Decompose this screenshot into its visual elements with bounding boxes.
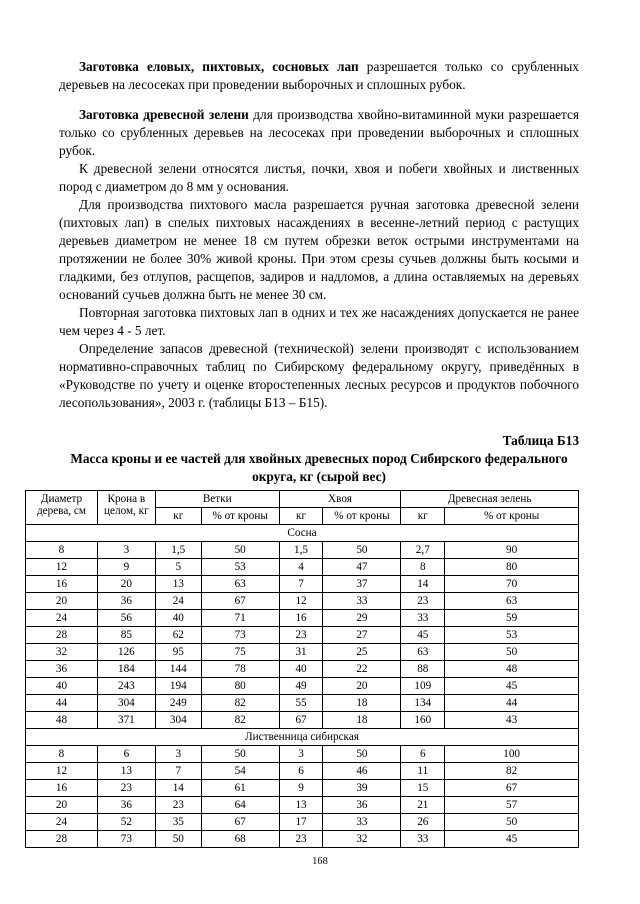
table-cell: 63: [401, 644, 445, 661]
table-row: [26, 627, 579, 644]
table-row: [26, 695, 579, 712]
table-cell: 23: [155, 797, 201, 814]
table-cell: 7: [155, 763, 201, 780]
header-crown: Крона в целом, кг: [97, 491, 155, 525]
table-cell: 71: [201, 610, 279, 627]
table-cell: 45: [401, 627, 445, 644]
table-cell: 134: [401, 695, 445, 712]
table-cell: 13: [97, 763, 155, 780]
table-cell: 33: [401, 831, 445, 848]
header-needles: Хвоя: [279, 491, 401, 508]
table-cell: 249: [155, 695, 201, 712]
section-title: Лиственница сибирская: [26, 729, 579, 746]
paragraph-1: [59, 58, 579, 94]
paragraph-1-bold: Заготовка еловых, пихтовых, сосновых лап: [79, 59, 359, 74]
table-cell: 64: [201, 797, 279, 814]
table-cell: 36: [97, 797, 155, 814]
table-cell: 50: [201, 746, 279, 763]
table-cell: 23: [401, 593, 445, 610]
table-cell: 16: [26, 780, 98, 797]
table-cell: 24: [155, 593, 201, 610]
table-cell: 31: [279, 644, 323, 661]
table-cell: 1,5: [155, 542, 201, 559]
table-cell: 160: [401, 712, 445, 729]
table-cell: 20: [97, 576, 155, 593]
table-cell: 23: [279, 831, 323, 848]
table-cell: 24: [26, 814, 98, 831]
table-row: [26, 576, 579, 593]
table-cell: 304: [97, 695, 155, 712]
table-cell: 44: [26, 695, 98, 712]
table-cell: 109: [401, 678, 445, 695]
table-cell: 27: [323, 627, 401, 644]
table-cell: 23: [279, 627, 323, 644]
paragraph-6: Определение запасов древесной (технической) зелени производят с использованием нормативно-справочных таблиц по Сибирскому федеральному округу, приведённых в «Руководстве по учету и оценке второстепенных лесных ресурсов и продуктов побочного лесопользования», 2003 г. (таблицы Б13 – Б15).: [59, 341, 579, 410]
table-cell: 50: [155, 831, 201, 848]
table-cell: 304: [155, 712, 201, 729]
table-cell: 29: [323, 610, 401, 627]
table-cell: 50: [445, 814, 579, 831]
table-cell: 26: [401, 814, 445, 831]
table-cell: 13: [279, 797, 323, 814]
table-cell: 82: [201, 695, 279, 712]
table-cell: 184: [97, 661, 155, 678]
table-row: [26, 610, 579, 627]
header-greenery-kg: кг: [401, 508, 445, 525]
table-cell: 16: [279, 610, 323, 627]
table-cell: 37: [323, 576, 401, 593]
header-branches-kg: кг: [155, 508, 201, 525]
table-cell: 17: [279, 814, 323, 831]
table-cell: 63: [445, 593, 579, 610]
table-cell: 52: [97, 814, 155, 831]
table-cell: 14: [155, 780, 201, 797]
header-needles-kg: кг: [279, 508, 323, 525]
table-cell: 6: [97, 746, 155, 763]
table-cell: 12: [26, 559, 98, 576]
table-row: [26, 661, 579, 678]
table-row: [26, 542, 579, 559]
table-cell: 126: [97, 644, 155, 661]
table-cell: 7: [279, 576, 323, 593]
table-cell: 80: [201, 678, 279, 695]
table-cell: 194: [155, 678, 201, 695]
table-cell: 57: [445, 797, 579, 814]
table-cell: 35: [155, 814, 201, 831]
header-branches-pct: % от кроны: [201, 508, 279, 525]
table-cell: 67: [201, 593, 279, 610]
table-cell: 14: [401, 576, 445, 593]
table-cell: 47: [323, 559, 401, 576]
table-cell: 4: [279, 559, 323, 576]
table-cell: 67: [279, 712, 323, 729]
table-cell: 48: [26, 712, 98, 729]
table-cell: 16: [26, 576, 98, 593]
table-section-row: [26, 729, 579, 746]
table-cell: 22: [323, 661, 401, 678]
header-needles-pct: % от кроны: [323, 508, 401, 525]
header-greenery: Древесная зелень: [401, 491, 579, 508]
table-row: [26, 780, 579, 797]
paragraph-2-bold: Заготовка древесной зелени: [79, 107, 249, 122]
table-cell: 28: [26, 627, 98, 644]
table-cell: 49: [279, 678, 323, 695]
table-cell: 3: [279, 746, 323, 763]
table-cell: 82: [201, 712, 279, 729]
table-cell: 62: [155, 627, 201, 644]
section-title: Сосна: [26, 525, 579, 542]
paragraph-5: Повторная заготовка пихтовых лап в одних и тех же насаждениях допускается не ранее чем через 4 - 5 лет.: [59, 305, 579, 338]
table-cell: 36: [26, 661, 98, 678]
table-cell: 53: [201, 559, 279, 576]
table-cell: 78: [201, 661, 279, 678]
table-cell: 100: [445, 746, 579, 763]
table-cell: 32: [26, 644, 98, 661]
table-row: [26, 831, 579, 848]
table-cell: 50: [445, 644, 579, 661]
page-body: [59, 58, 579, 500]
table-cell: 36: [323, 797, 401, 814]
table-cell: 45: [445, 831, 579, 848]
table-row: [26, 678, 579, 695]
table-cell: 21: [401, 797, 445, 814]
table-cell: 40: [279, 661, 323, 678]
table-cell: 50: [201, 542, 279, 559]
table-cell: 43: [445, 712, 579, 729]
crown-mass-table: [25, 490, 579, 848]
page-number: 168: [312, 856, 328, 867]
table-cell: 59: [445, 610, 579, 627]
paragraph-2-text: для производства хвойно-витаминной муки разрешается только со срубленных деревьев на лесосеках при проведении выборочных и сплошных рубок.: [59, 107, 580, 158]
table-cell: 8: [401, 559, 445, 576]
table-row: [26, 644, 579, 661]
table-cell: 9: [97, 559, 155, 576]
table-cell: 75: [201, 644, 279, 661]
table-row: [26, 559, 579, 576]
table-label: Таблица Б13: [502, 433, 579, 448]
table-cell: 9: [279, 780, 323, 797]
header-branches: Ветки: [155, 491, 279, 508]
table-header-row-1: [26, 491, 579, 508]
table-cell: 11: [401, 763, 445, 780]
table-cell: 32: [323, 831, 401, 848]
table-cell: 50: [323, 746, 401, 763]
table-cell: 46: [323, 763, 401, 780]
table-cell: 144: [155, 661, 201, 678]
table-cell: 20: [26, 797, 98, 814]
table-cell: 85: [97, 627, 155, 644]
table-cell: 73: [97, 831, 155, 848]
table-cell: 53: [445, 627, 579, 644]
table-row: [26, 746, 579, 763]
table-cell: 61: [201, 780, 279, 797]
table-cell: 6: [279, 763, 323, 780]
table-cell: 40: [26, 678, 98, 695]
table-cell: 20: [26, 593, 98, 610]
table-title: Масса кроны и ее частей для хвойных древесных пород Сибирского федерального округа, кг (сырой вес): [70, 451, 568, 484]
table-cell: 45: [445, 678, 579, 695]
table-cell: 1,5: [279, 542, 323, 559]
table-cell: 63: [201, 576, 279, 593]
table-cell: 12: [279, 593, 323, 610]
table-cell: 25: [323, 644, 401, 661]
table-cell: 28: [26, 831, 98, 848]
table-cell: 44: [445, 695, 579, 712]
table-cell: 13: [155, 576, 201, 593]
table-cell: 73: [201, 627, 279, 644]
header-diameter: Диаметр дерева, см: [26, 491, 98, 525]
table-cell: 82: [445, 763, 579, 780]
table-row: [26, 814, 579, 831]
table-cell: 24: [26, 610, 98, 627]
table-cell: 54: [201, 763, 279, 780]
table-cell: 2,7: [401, 542, 445, 559]
table-cell: 67: [445, 780, 579, 797]
table-cell: 48: [445, 661, 579, 678]
table-cell: 88: [401, 661, 445, 678]
table-cell: 18: [323, 712, 401, 729]
paragraph-1-text: разрешается только со срубленных деревьев на лесосеках при проведении выборочных и сплошных рубок.: [59, 59, 580, 92]
table-cell: 40: [155, 610, 201, 627]
table-cell: 8: [26, 746, 98, 763]
table-cell: 12: [26, 763, 98, 780]
header-greenery-pct: % от кроны: [445, 508, 579, 525]
table-cell: 33: [323, 814, 401, 831]
table-cell: 80: [445, 559, 579, 576]
paragraph-2: [59, 106, 579, 160]
table-row: [26, 763, 579, 780]
paragraph-4: Для производства пихтового масла разрешается ручная заготовка древесной зелени (пихтовых лап) в спелых пихтовых насаждениях в весенне-летний период с растущих деревьев диаметром не менее 18 см путем обрезки веток острыми инструментами на протяжении не более 30% живой кроны. При этом срезы сучьев должны быть косыми и гладкими, без отлупов, расщепов, задиров и надломов, а длина оставляемых на деревьях оснований сучьев должна быть не менее 30 см.: [59, 197, 579, 302]
table-cell: 36: [97, 593, 155, 610]
table-cell: 3: [155, 746, 201, 763]
table-section-row: [26, 525, 579, 542]
table-cell: 39: [323, 780, 401, 797]
table-row: [26, 797, 579, 814]
table-cell: 33: [323, 593, 401, 610]
table-cell: 18: [323, 695, 401, 712]
table-cell: 90: [445, 542, 579, 559]
table-cell: 6: [401, 746, 445, 763]
table-cell: 5: [155, 559, 201, 576]
table-body: [26, 525, 579, 848]
table-cell: 67: [201, 814, 279, 831]
table-cell: 33: [401, 610, 445, 627]
table-cell: 3: [97, 542, 155, 559]
table-cell: 50: [323, 542, 401, 559]
table-cell: 56: [97, 610, 155, 627]
table-cell: 23: [97, 780, 155, 797]
table-cell: 95: [155, 644, 201, 661]
table-row: [26, 593, 579, 610]
table-row: [26, 712, 579, 729]
table-cell: 70: [445, 576, 579, 593]
table-cell: 68: [201, 831, 279, 848]
table-cell: 15: [401, 780, 445, 797]
paragraph-3: К древесной зелени относятся листья, почки, хвоя и побеги хвойных и лиственных пород с диаметром до 8 мм у основания.: [59, 161, 579, 194]
table-cell: 20: [323, 678, 401, 695]
table-cell: 55: [279, 695, 323, 712]
table-cell: 243: [97, 678, 155, 695]
table-cell: 371: [97, 712, 155, 729]
table-cell: 8: [26, 542, 98, 559]
